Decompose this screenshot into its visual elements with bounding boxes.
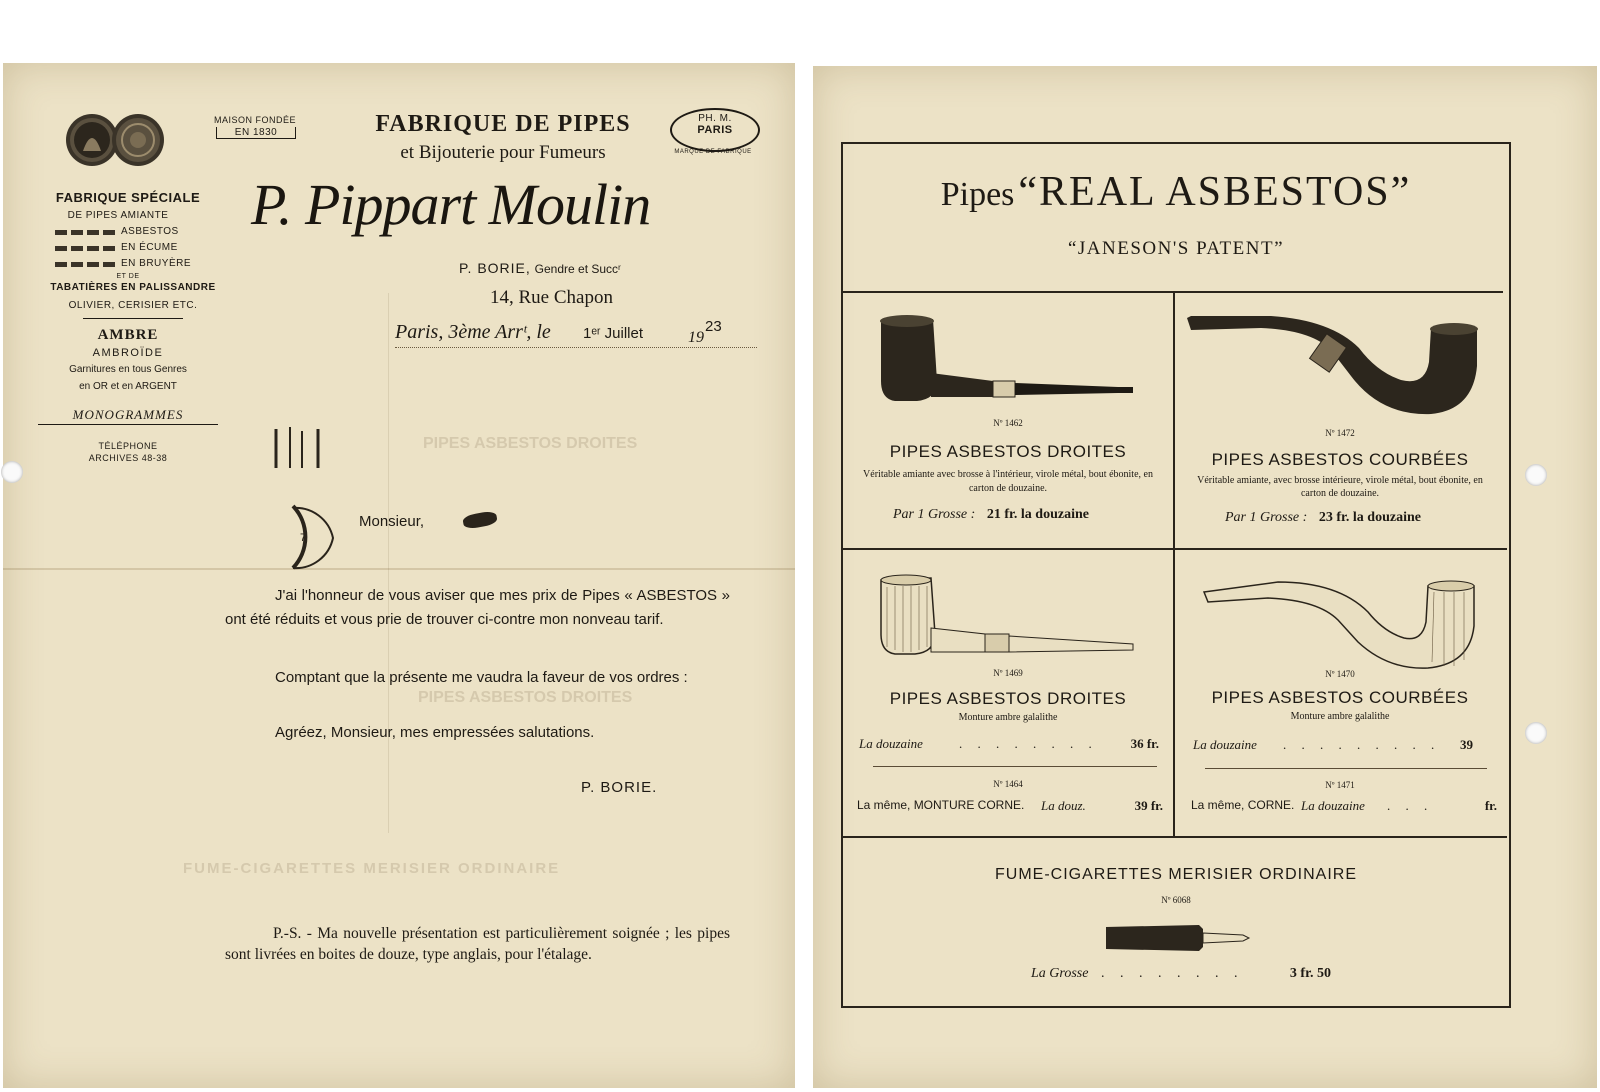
item-description: Monture ambre galalithe [1290,711,1390,722]
show-through-text: PIPES ASBESTOS DROITES [418,689,633,706]
fold-line [3,568,795,570]
price-list-title [843,168,1509,216]
dot-leader: . . . . . . . . [959,736,1098,751]
successor-line [459,260,621,276]
item-number: Nº 1469 [993,668,1023,678]
founded-year: EN 1830 [216,127,296,139]
variant-label: La même, CORNE. [1191,798,1295,812]
price-label: La douzaine [859,736,923,751]
city-prefix: Paris, 3ème Arrᵗ, le [395,321,551,343]
medals-icon [65,111,165,169]
punch-hole [1,461,23,483]
dot-leader: . . . . . . . . [1101,966,1244,981]
price-value: 21 fr. la douzaine [986,507,1089,522]
dot-leader: . . . [1387,798,1434,813]
item-price-line [1193,737,1473,755]
letter-signature: P. BORIE. [581,779,658,796]
divider [83,318,183,319]
item-description: Véritable amiante avec brosse à l'intérieur, virole métal, bout ébonite, en carton de douzaine. [863,469,1153,494]
item-number: Nº 1471 [1325,780,1355,790]
item-description: Véritable amiante, avec brosse intérieure, virole métal, bout ébonite, en carton de douzaine. [1197,475,1483,499]
et-de-label: ET DE [116,273,140,280]
price-label: Par 1 Grosse : [893,507,976,522]
year-suffix: 23 [705,318,722,335]
price-value: 39 [1460,737,1473,752]
postscript: P.-S. - Ma nouvelle présentation est particulièrement soignée ; les pipes sont livrées en boites de douze, type anglais, pour l'étalage. [225,925,730,963]
cigarette-price-line [1031,966,1331,984]
monogrammes-label: MONOGRAMMES [38,407,218,425]
variant-price: 39 fr. [1134,798,1163,813]
bent-pipe-illustration [1181,306,1491,426]
list-item: EN ÉCUME [121,242,178,253]
letterhead-subtitle: et Bijouterie pour Fumeurs [400,142,606,163]
item-number: Nº 1464 [993,779,1023,789]
variant-label: La même, MONTURE CORNE. [857,798,1025,812]
letter-sheet [3,63,795,1088]
straight-pipe-illustration [873,311,1143,411]
punch-hole [1525,722,1547,744]
trademark-city: PARIS [697,124,733,136]
successor-name: P. BORIE, [459,260,531,276]
date-day: 1ᵉʳ Juillet [583,325,644,342]
salutation: Monsieur, [359,513,425,530]
founded-label: MAISON FONDÉE [213,115,296,125]
olivier-label: OLIVIER, CERISIER ETC. [68,300,198,311]
telephone-label: TÉLÉPHONE [98,441,158,451]
list-item: EN BRUYÈRE [121,258,192,269]
divider [873,766,1157,767]
bent-pipe-illustration [1198,572,1488,672]
successor-title: Gendre et Succʳ [534,262,621,276]
straight-pipe-illustration [875,572,1145,662]
price-label: La douzaine [1193,737,1257,752]
item-name: PIPES ASBESTOS COURBÉES [1211,688,1469,707]
price-label: Par 1 Grosse : [1225,510,1308,525]
punch-hole [1525,464,1547,486]
show-through-rule [388,293,389,833]
specialty-list [55,226,225,274]
title-prefix: Pipes [940,176,1015,213]
letter-paragraph: Comptant que la présente me vaudra la faveur de vos ordres : [275,669,688,686]
year-prefix: 19 [688,329,704,346]
item-number: Nº 1472 [1325,428,1355,438]
cigarette-holder-name: FUME-CIGARETTES MERISIER ORDINAIRE [994,866,1358,883]
item-name: PIPES ASBESTOS COURBÉES [1211,450,1469,469]
variant-price-line [1191,798,1497,816]
list-item: ASBESTOS [121,226,179,237]
show-through-text: FUME-CIGARETTES MERISIER ORDINAIRE [183,860,561,877]
frame-divider [1173,293,1175,838]
cigarette-holder-illustration [1103,921,1253,955]
variant-unit: La douz. [1041,798,1086,813]
price-value: 23 fr. la douzaine [1318,510,1421,525]
price-value: 3 fr. 50 [1289,966,1331,981]
ambre-label: AMBRE [97,327,159,343]
show-through-text: PIPES ASBESTOS DROITES [423,435,638,452]
item-name: PIPES ASBESTOS DROITES [889,442,1127,461]
frame-divider [843,548,1507,550]
garnitures-label: Garnitures en tous Genres [69,364,187,375]
item-description: Monture ambre galalithe [958,712,1058,723]
company-signature: P. Pippart Moulin [251,172,651,237]
tabatieres-label: TABATIÈRES EN PALISSANDRE [50,282,216,293]
address: 14, Rue Chapon [490,287,613,308]
price-value: 36 fr. [1130,736,1159,751]
ambroide-label: AMBROÏDE [92,347,164,359]
price-label: La Grosse [1031,966,1089,981]
cigarette-holder-number: Nº 6068 [1161,895,1191,905]
trademark-caption: MARQUE DE FABRIQUE [674,149,752,155]
ink-blot [462,510,498,530]
divider [1205,768,1487,769]
variant-price-line [857,798,1163,816]
archives-number: ARCHIVES 48-38 [88,453,168,463]
dot-leader: . . . . . . . . . [1283,737,1441,752]
trademark-oval [670,108,760,152]
item-price-line [1225,510,1421,526]
letter-closing: Agréez, Monsieur, mes empressées salutations. [275,724,595,741]
title-main: “REAL ASBESTOS” [1018,169,1412,215]
price-list-sheet [813,66,1597,1088]
or-argent-label: en OR et en ARGENT [79,381,177,392]
trademark-initials: PH. M. [698,113,732,124]
variant-price: fr. [1484,798,1497,813]
item-number: Nº 1470 [1325,669,1355,679]
specialty-subtitle: DE PIPES AMIANTE [67,210,169,221]
date-line [395,318,757,348]
letter-paragraph: J'ai l'honneur de vous aviser que mes prix de Pipes « ASBESTOS » ont été réduits et vous prie de trouver ci-contre mon nonveau tarif. [225,587,730,628]
price-list-subtitle: “JANESON'S PATENT” [1067,238,1285,259]
item-name: PIPES ASBESTOS DROITES [889,689,1127,708]
svg-text:7: 7 [300,532,307,544]
item-number: Nº 1462 [993,418,1023,428]
frame-divider [843,836,1507,838]
item-price-line [859,736,1159,754]
specialty-title: FABRIQUE SPÉCIALE [55,190,201,205]
postmark-stamp [238,423,348,573]
variant-unit: La douzaine [1301,798,1365,813]
letterhead-title: FABRIQUE DE PIPES [375,111,631,137]
item-price-line [893,507,1089,523]
